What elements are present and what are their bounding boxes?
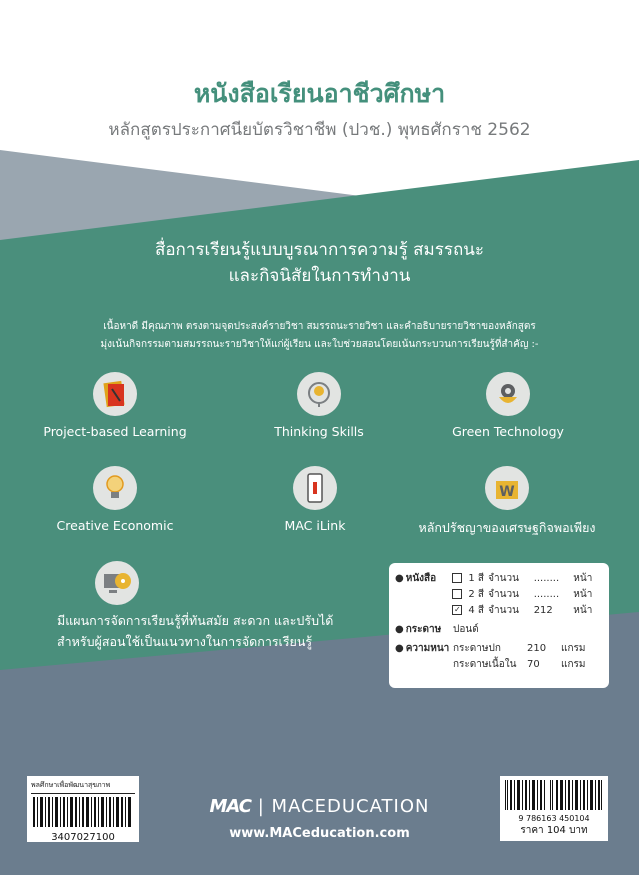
plan-text	[57, 610, 377, 652]
headline	[0, 237, 639, 289]
feature-thinking-skills	[244, 372, 394, 439]
price-label: ราคา 104 บาท	[520, 825, 588, 836]
spec-cover-value: 210	[527, 642, 547, 654]
checkbox-icon	[452, 589, 462, 599]
spec-value: ........	[533, 572, 560, 584]
spec-book-label: ● หนังสือ	[395, 572, 437, 584]
spec-row	[395, 570, 603, 586]
spec-paper-value: ปอนด์	[453, 623, 479, 635]
spec-word: จำนวน	[488, 588, 519, 600]
project-icon	[93, 372, 137, 416]
spec-box	[389, 563, 609, 688]
barcode-right-number: 9 786163 450104	[518, 814, 590, 823]
spec-value: ........	[533, 588, 560, 600]
spec-inner-label: กระดาษเนื้อใน	[453, 658, 517, 670]
spec-unit: หน้า	[573, 604, 593, 616]
plan-line-2: สำหรับผู้สอนใช้เป็นแนวทางในการจัดการเรียนรู้	[57, 634, 313, 649]
headline-line-1: สื่อการเรียนรู้แบบบูรณาการความรู้ สมรรถนะ	[154, 240, 485, 260]
spec-thickness-label: ● ความหนา	[395, 642, 450, 654]
barcode-left-number: 3407027100	[51, 832, 115, 843]
spec-inner-unit: แกรม	[561, 658, 586, 670]
spec-paper-label: ● กระดาษ	[395, 623, 442, 635]
lightbulb-icon	[93, 466, 137, 510]
spec-row	[395, 586, 603, 602]
intro-line-1: เนื้อหาดี มีคุณภาพ ตรงตามจุดประสงค์รายวิชา สมรรถนะรายวิชา และคำอธิบายรายวิชาของหลักสูตร	[103, 321, 536, 332]
sufficiency-icon	[485, 466, 529, 510]
disc-icon	[95, 561, 139, 605]
spec-unit: หน้า	[573, 588, 593, 600]
plan-line-1: มีแผนการจัดการเรียนรู้ที่ทันสมัย สะดวก และปรับได้	[57, 613, 334, 628]
feature-project-based-learning	[40, 372, 190, 439]
feature-label: MAC iLink	[284, 518, 346, 533]
brand-name: MACEDUCATION	[271, 796, 430, 817]
brain-icon	[297, 372, 341, 416]
checkbox-checked-icon: ✓	[454, 605, 461, 614]
feature-green-technology	[433, 372, 583, 439]
spec-paper-row	[395, 621, 603, 637]
feature-label: Thinking Skills	[274, 424, 364, 439]
mac-logo: MAC	[209, 796, 251, 817]
feature-label: Project-based Learning	[43, 424, 187, 439]
feature-label: Green Technology	[452, 424, 564, 439]
spec-word: จำนวน	[488, 604, 519, 616]
checkbox-icon	[452, 573, 462, 583]
feature-mac-ilink	[240, 466, 390, 533]
gear-leaf-icon	[486, 372, 530, 416]
bullet-icon: ●	[395, 572, 404, 584]
spec-thickness-row	[395, 640, 603, 656]
spec-inner-row	[395, 656, 603, 672]
spec-cover-unit: แกรม	[561, 642, 586, 654]
intro-text	[0, 318, 639, 354]
spec-row	[395, 602, 603, 618]
website-url: www.MACeducation.com	[229, 826, 410, 841]
brand-logo	[0, 796, 639, 817]
spec-unit: หน้า	[573, 572, 593, 584]
spec-color: 1 สี	[468, 572, 484, 584]
page-subtitle: หลักสูตรประกาศนียบัตรวิชาชีพ (ปวช.) พุทธศักราช 2562	[108, 120, 531, 140]
spec-color: 2 สี	[468, 588, 484, 600]
page-title: หนังสือเรียนอาชีวศึกษา	[193, 79, 446, 108]
spec-value: 212	[533, 604, 553, 616]
spec-color: 4 สี	[468, 604, 484, 616]
feature-label: หลักปรัชญาของเศรษฐกิจพอเพียง	[418, 520, 596, 535]
svg-text:W: W	[499, 484, 515, 500]
feature-creative-economic	[40, 466, 190, 533]
phone-link-icon	[293, 466, 337, 510]
spec-inner-value: 70	[527, 658, 540, 670]
spec-cover-label: กระดาษปก	[453, 642, 501, 654]
intro-line-2: มุ่งเน้นกิจกรรมตามสมรรถนะรายวิชาให้แก่ผู้เรียน และใบช่วยสอนโดยเน้นกระบวนการเรียนรู้ที่สำคัญ :-	[100, 339, 539, 350]
feature-sufficiency-economy	[392, 466, 622, 538]
feature-label: Creative Economic	[56, 518, 174, 533]
headline-line-2: และกิจนิสัยในการทำงาน	[228, 266, 411, 286]
brand-separator: |	[257, 796, 265, 817]
barcode-left-label: พลศึกษาเพื่อพัฒนาสุขภาพ	[31, 780, 135, 794]
spec-word: จำนวน	[488, 572, 519, 584]
